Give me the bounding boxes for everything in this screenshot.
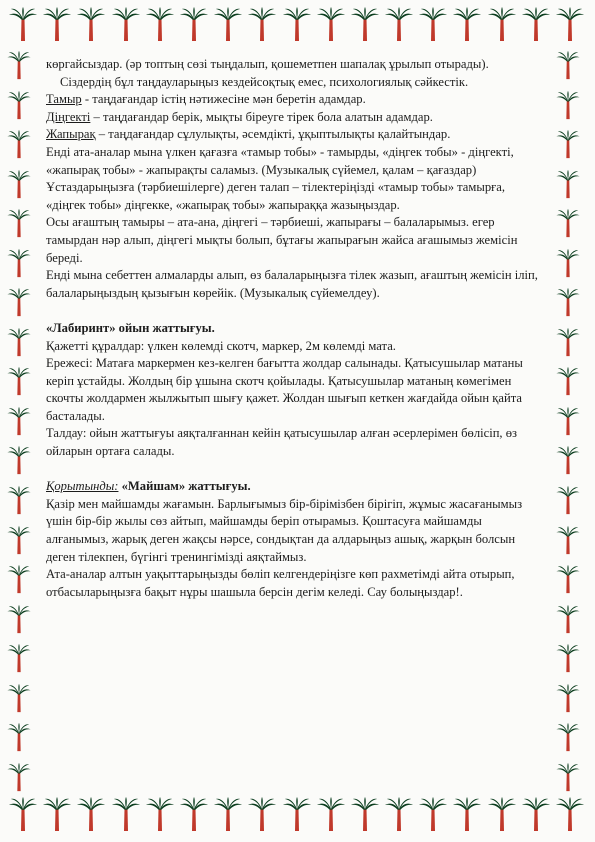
palm-tree-icon <box>555 169 581 199</box>
palm-tree-icon <box>213 6 243 42</box>
palm-tree-icon <box>452 6 482 42</box>
palm-tree-icon <box>6 287 32 317</box>
palm-border-left <box>6 50 36 792</box>
paragraph: Қазір мен майшамды жағамын. Барлығымыз бір-бірімізбен бірігіп, жұмыс жасағанымыз үшін бір-бір жылы сөз айтып, майшамды беріп отырамыз. Қоштасуға майшамды алғанымыз, жарық деген жақсы нәрсе, сондықтан да алдарыңыз ашық, жарқын болсын деген тілекпен, бүгінгі тренингімізді аяқтаймыз. <box>46 496 523 564</box>
paragraph: Қажетті құралдар: үлкен көлемді скотч, маркер, 2м көлемді мата. <box>46 338 396 353</box>
palm-tree-icon <box>6 50 32 80</box>
palm-border-bottom <box>8 796 585 838</box>
palm-tree-icon <box>6 643 32 673</box>
palm-tree-icon <box>555 406 581 436</box>
paragraph: Ұстаздарыңызға (тәрбиешілерге) деген талап – тілектеріңізді «тамыр тобы» тамырға, «діңгек тобы» діңгекке, «жапырақ тобы» жапыраққа жазыңыздар. <box>46 180 506 212</box>
palm-tree-icon <box>555 248 581 278</box>
palm-tree-icon <box>316 6 346 42</box>
palm-tree-icon <box>179 796 209 832</box>
palm-tree-icon <box>6 366 32 396</box>
palm-tree-icon <box>350 6 380 42</box>
palm-tree-icon <box>213 796 243 832</box>
palm-tree-icon <box>555 6 585 42</box>
palm-tree-icon <box>6 406 32 436</box>
palm-tree-icon <box>6 129 32 159</box>
palm-tree-icon <box>555 683 581 713</box>
palm-tree-icon <box>6 169 32 199</box>
palm-tree-icon <box>418 796 448 832</box>
palm-tree-icon <box>555 90 581 120</box>
palm-tree-icon <box>6 327 32 357</box>
palm-tree-icon <box>247 6 277 42</box>
section-title-conclusion <box>46 478 546 496</box>
palm-tree-icon <box>42 6 72 42</box>
definition-leaf <box>46 126 546 144</box>
palm-tree-icon <box>6 90 32 120</box>
term-root: Тамыр <box>46 92 82 107</box>
palm-tree-icon <box>555 327 581 357</box>
definition-text: - таңдағандар істің нәтижесіне мән беретін адамдар. <box>81 92 366 107</box>
palm-tree-icon <box>316 796 346 832</box>
palm-tree-icon <box>555 208 581 238</box>
palm-tree-icon <box>6 762 32 792</box>
palm-tree-icon <box>555 129 581 159</box>
paragraph: Сіздердің бұл таңдауларыңыз кездейсоқтық емес, психологиялық сәйкестік. <box>60 74 469 89</box>
palm-tree-icon <box>555 604 581 634</box>
palm-tree-icon <box>6 485 32 515</box>
paragraph: Енді мына себеттен алмаларды алып, өз балаларыңызға тілек жазып, ағаштың жемісін іліп, балаларыңыздың қызығын көрейік. (Музыкалық сүйемелдеу). <box>46 268 538 300</box>
palm-tree-icon <box>452 796 482 832</box>
paragraph: көргайсыздар. (әр топтың сөзі тыңдалып, қошеметпен шапалақ ұрылып отырады). <box>46 57 489 71</box>
palm-border-top <box>8 6 585 48</box>
palm-tree-icon <box>555 50 581 80</box>
palm-tree-icon <box>487 6 517 42</box>
palm-tree-icon <box>6 525 32 555</box>
definition-trunk <box>46 109 546 127</box>
palm-tree-icon <box>6 248 32 278</box>
palm-tree-icon <box>6 722 32 752</box>
term-leaf: Жапырақ <box>46 127 96 142</box>
palm-tree-icon <box>111 796 141 832</box>
palm-tree-icon <box>418 6 448 42</box>
paragraph: Ата-аналар алтын уақыттарыңызды бөліп келгендеріңізге көп рахметімді айта отырып, отбасыларыңызға бақыт нұры шашыла берсін дегім келеді. Сау болыңыздар!. <box>46 567 515 599</box>
palm-tree-icon <box>384 6 414 42</box>
palm-tree-icon <box>350 796 380 832</box>
palm-tree-icon <box>6 208 32 238</box>
palm-tree-icon <box>247 796 277 832</box>
definition-text: – таңдағандар берік, мықты біреуге тірек бола алатын адамдар. <box>90 109 433 124</box>
palm-tree-icon <box>555 525 581 555</box>
palm-tree-icon <box>76 796 106 832</box>
palm-tree-icon <box>521 796 551 832</box>
palm-tree-icon <box>6 445 32 475</box>
paragraph: Осы ағаштың тамыры – ата-ана, діңгегі – тәрбиеші, жапырағы – балаларымыз. егер тамырдан нәр алып, діңгегі мықты болып, бұтағы жапырағын жайса ағашымыз жемісін береді. <box>46 215 518 265</box>
palm-tree-icon <box>384 796 414 832</box>
section-title-labyrinth: «Лабиринт» ойын жаттығуы. <box>46 320 215 335</box>
spacer <box>46 302 546 320</box>
palm-tree-icon <box>555 564 581 594</box>
palm-tree-icon <box>555 485 581 515</box>
palm-tree-icon <box>179 6 209 42</box>
palm-tree-icon <box>42 796 72 832</box>
palm-tree-icon <box>555 366 581 396</box>
palm-tree-icon <box>76 6 106 42</box>
palm-tree-icon <box>555 762 581 792</box>
spacer <box>46 461 546 479</box>
palm-border-right <box>555 50 585 792</box>
palm-tree-icon <box>487 796 517 832</box>
palm-tree-icon <box>8 6 38 42</box>
palm-tree-icon <box>6 683 32 713</box>
palm-tree-icon <box>555 445 581 475</box>
palm-tree-icon <box>6 564 32 594</box>
palm-tree-icon <box>145 6 175 42</box>
palm-tree-icon <box>555 287 581 317</box>
palm-tree-icon <box>282 796 312 832</box>
palm-tree-icon <box>145 796 175 832</box>
definition-text: – таңдағандар сұлулықты, әсемдікті, ұқыптылықты қалайтындар. <box>95 127 451 142</box>
page-body <box>46 56 546 601</box>
term-trunk: Діңгекті <box>46 109 91 124</box>
palm-tree-icon <box>555 796 585 832</box>
conclusion-label: Қорытынды: <box>46 479 119 494</box>
paragraph: Талдау: ойын жаттығуы аяқталғаннан кейін қатысушылар алған әсерлерімен бөлісіп, өз ойларын ортаға салады. <box>46 426 517 459</box>
palm-tree-icon <box>521 6 551 42</box>
palm-tree-icon <box>111 6 141 42</box>
palm-tree-icon <box>555 643 581 673</box>
palm-tree-icon <box>8 796 38 832</box>
palm-tree-icon <box>6 604 32 634</box>
definition-root <box>46 91 546 109</box>
palm-tree-icon <box>282 6 312 42</box>
palm-tree-icon <box>555 722 581 752</box>
conclusion-title: «Майшам» жаттығуы. <box>118 479 251 494</box>
paragraph: Енді ата-аналар мына үлкен қағазға «тамыр тобы» - тамырды, «діңгек тобы» - діңгекті, «жапырақ тобы» - жапырақты саламыз. (Музыкалық сүйемел, қалам – қағаздар) <box>46 144 514 177</box>
paragraph: Ережесі: Матаға маркермен кез-келген бағытта жолдар салынады. Қатысушылар матаны керіп ұстайды. Жолдың бір ұшына скотч қойылады. Қатысушылар матаның көмегімен скочты жолдармен жылжытып шығу қажет. Жолдан шығып кеткен жағдайда ойын қайта басталады. <box>46 356 523 423</box>
